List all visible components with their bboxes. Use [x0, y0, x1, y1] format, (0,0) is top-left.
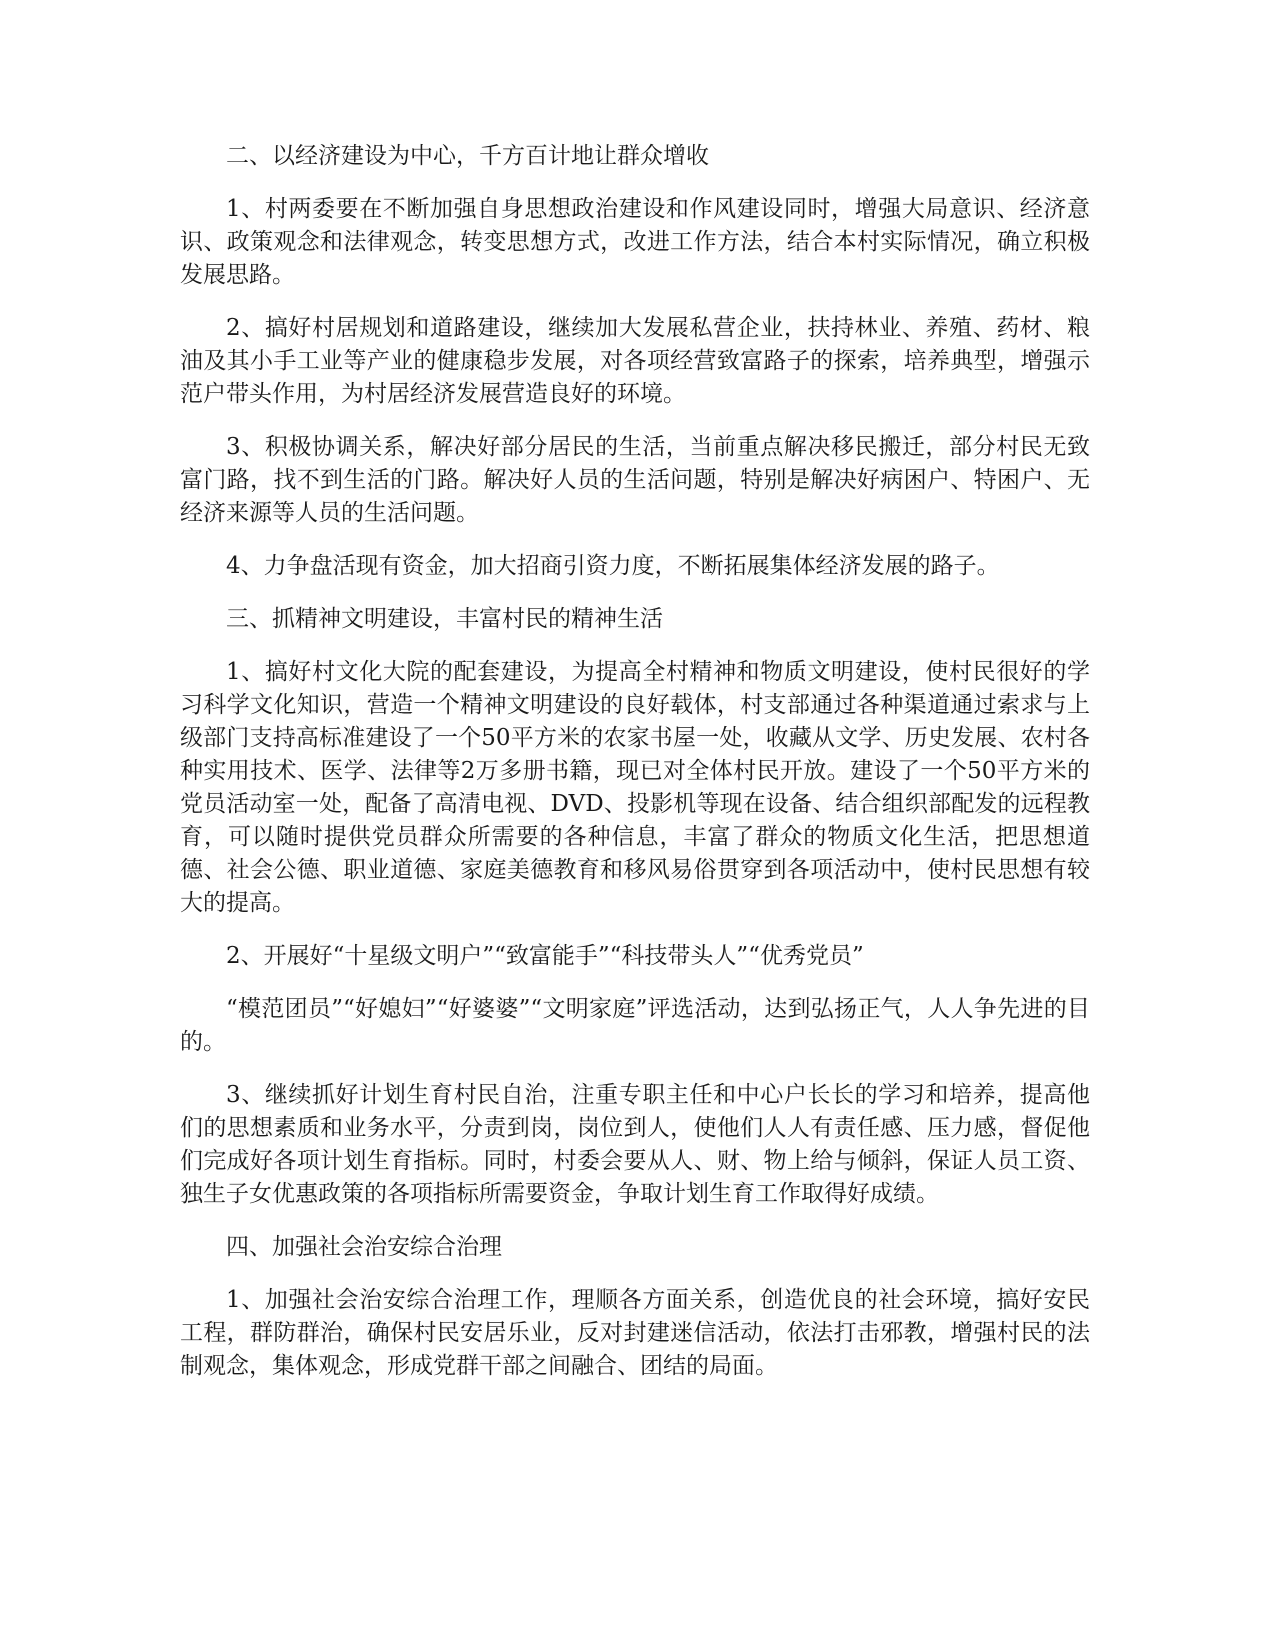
- document-page: [180, 140, 1090, 1403]
- paragraph-security-1: 1、加强社会治安综合治理工作，理顺各方面关系，创造优良的社会环境，搞好安民工程，群防群治，确保村民安居乐业，反对封建迷信活动，依法打击邪教，增强村民的法制观念，集体观念，形成党群干部之间融合、团结的局面。: [180, 1287, 1090, 1379]
- section-heading-civilization: 三、抓精神文明建设，丰富村民的精神生活: [226, 606, 663, 632]
- paragraph-civilization-2-continued: “模范团员”“好媳妇”“好婆婆”“文明家庭”评选活动，达到弘扬正气，人人争先进的目的。: [180, 996, 1090, 1055]
- section-heading-economy: 二、以经济建设为中心，千方百计地让群众增收: [226, 143, 709, 169]
- paragraph-economy-4: 4、力争盘活现有资金，加大招商引资力度，不断拓展集体经济发展的路子。: [226, 553, 1000, 579]
- section-heading-security: 四、加强社会治安综合治理: [226, 1234, 502, 1260]
- paragraph-civilization-3: 3、继续抓好计划生育村民自治，注重专职主任和中心户长长的学习和培养，提高他们的思想素质和业务水平，分责到岗，岗位到人，使他们人人有责任感、压力感，督促他们完成好各项计划生育指标。同时，村委会要从人、财、物上给与倾斜，保证人员工资、独生子女优惠政策的各项指标所需要资金，争取计划生育工作取得好成绩。: [180, 1082, 1090, 1207]
- paragraph-civilization-2: 2、开展好“十星级文明户”“致富能手”“科技带头人”“优秀党员”: [226, 943, 864, 969]
- paragraph-economy-3: 3、积极协调关系，解决好部分居民的生活，当前重点解决移民搬迁，部分村民无致富门路，找不到生活的门路。解决好人员的生活问题，特别是解决好病困户、特困户、无经济来源等人员的生活问题。: [180, 434, 1090, 526]
- paragraph-economy-2: 2、搞好村居规划和道路建设，继续加大发展私营企业，扶持林业、养殖、药材、粮油及其小手工业等产业的健康稳步发展，对各项经营致富路子的探索，培养典型，增强示范户带头作用，为村居经济发展营造良好的环境。: [180, 315, 1090, 407]
- paragraph-civilization-1: 1、搞好村文化大院的配套建设，为提高全村精神和物质文明建设，使村民很好的学习科学文化知识，营造一个精神文明建设的良好载体，村支部通过各种渠道通过索求与上级部门支持高标准建设了一个50平方米的农家书屋一处，收藏从文学、历史发展、农村各种实用技术、医学、法律等2万多册书籍，现已对全体村民开放。建设了一个50平方米的党员活动室一处，配备了高清电视、DVD、投影机等现在设备、结合组织部配发的远程教育，可以随时提供党员群众所需要的各种信息，丰富了群众的物质文化生活，把思想道德、社会公德、职业道德、家庭美德教育和移风易俗贯穿到各项活动中，使村民思想有较大的提高。: [180, 659, 1090, 916]
- paragraph-economy-1: 1、村两委要在不断加强自身思想政治建设和作风建设同时，增强大局意识、经济意识、政策观念和法律观念，转变思想方式，改进工作方法，结合本村实际情况，确立积极发展思路。: [180, 196, 1090, 288]
